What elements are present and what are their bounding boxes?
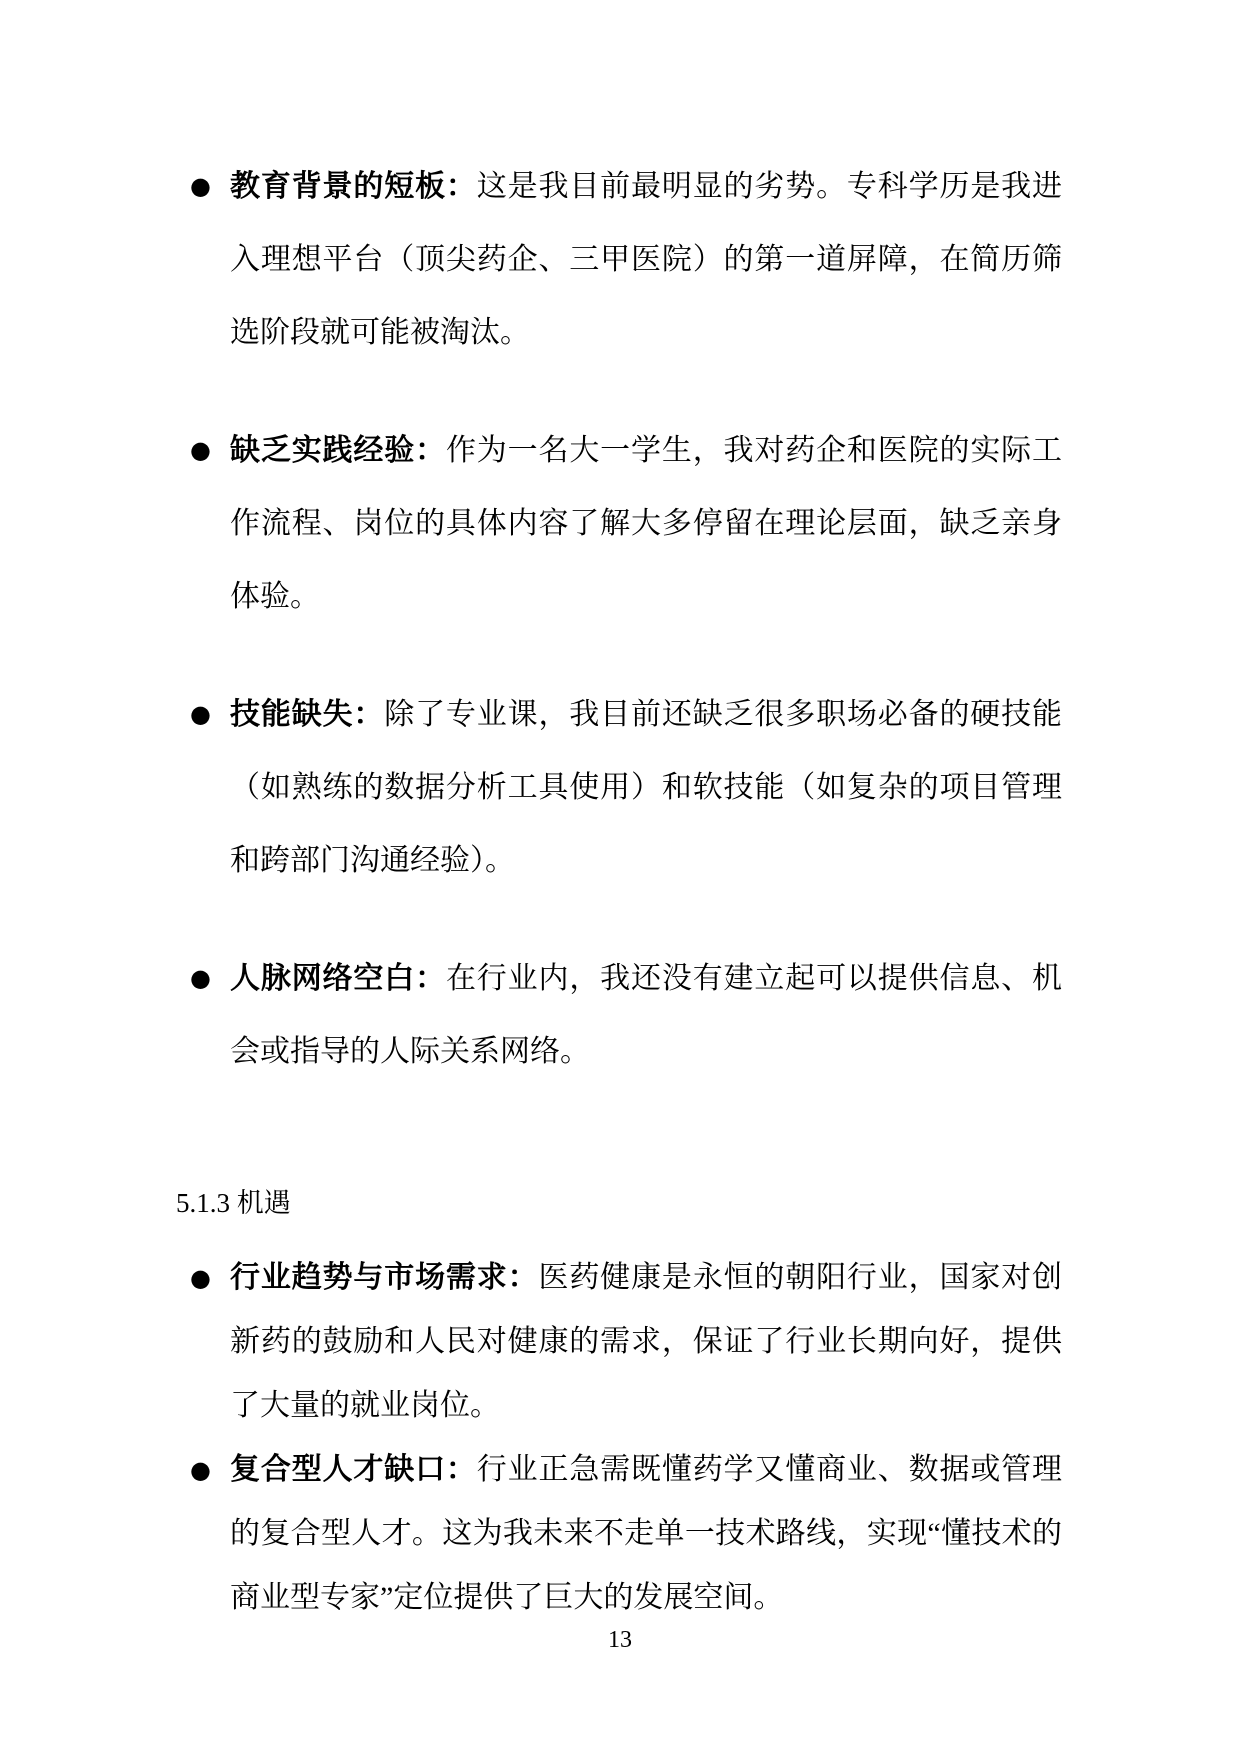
bullet-icon: ● bbox=[190, 1264, 211, 1292]
section-heading: 5.1.3 机遇 bbox=[176, 1188, 291, 1218]
bullet-text: 行业正急需既懂药学又懂商业、数据或管理的复合型人才。这为我未来不走单一技术路线，实现“懂技术的商业型专家”定位提供了巨大的发展空间。 bbox=[230, 1453, 1063, 1614]
page-content bbox=[176, 150, 1063, 1630]
bullet-label: 技能缺失： bbox=[230, 698, 385, 731]
bullet-icon: ● bbox=[190, 700, 211, 728]
bullet-label: 行业趋势与市场需求： bbox=[230, 1261, 539, 1294]
bullet-label: 复合型人才缺口： bbox=[230, 1453, 477, 1486]
opportunities-list bbox=[188, 1246, 1062, 1630]
bullet-text: 作为一名大一学生，我对药企和医院的实际工作流程、岗位的具体内容了解大多停留在理论层面，缺乏亲身体验。 bbox=[230, 434, 1063, 613]
bullet-text: 这是我目前最明显的劣势。专科学历是我进入理想平台（顶尖药企、三甲医院）的第一道屏障，在简历筛选阶段就可能被淘汰。 bbox=[230, 170, 1063, 349]
bullet-label: 教育背景的短板： bbox=[230, 170, 477, 203]
bullet-text: 在行业内，我还没有建立起可以提供信息、机会或指导的人际关系网络。 bbox=[230, 962, 1063, 1068]
list-item bbox=[188, 414, 1062, 633]
page-number: 13 bbox=[608, 1627, 632, 1653]
bullet-label: 人脉网络空白： bbox=[230, 962, 446, 995]
bullet-icon: ● bbox=[190, 436, 211, 464]
list-item bbox=[188, 1246, 1062, 1438]
bullet-icon: ● bbox=[190, 1456, 211, 1484]
bullet-label: 缺乏实践经验： bbox=[230, 434, 446, 467]
weaknesses-list bbox=[188, 150, 1062, 1088]
list-item bbox=[188, 942, 1062, 1088]
bullet-text: 除了专业课，我目前还缺乏很多职场必备的硬技能（如熟练的数据分析工具使用）和软技能（如复杂的项目管理和跨部门沟通经验）。 bbox=[230, 698, 1063, 877]
list-item bbox=[188, 1438, 1062, 1630]
list-item bbox=[188, 150, 1062, 369]
bullet-text: 医药健康是永恒的朝阳行业，国家对创新药的鼓励和人民对健康的需求，保证了行业长期向好，提供了大量的就业岗位。 bbox=[230, 1261, 1063, 1422]
bullet-icon: ● bbox=[190, 172, 211, 200]
bullet-icon: ● bbox=[190, 964, 211, 992]
list-item bbox=[188, 678, 1062, 897]
